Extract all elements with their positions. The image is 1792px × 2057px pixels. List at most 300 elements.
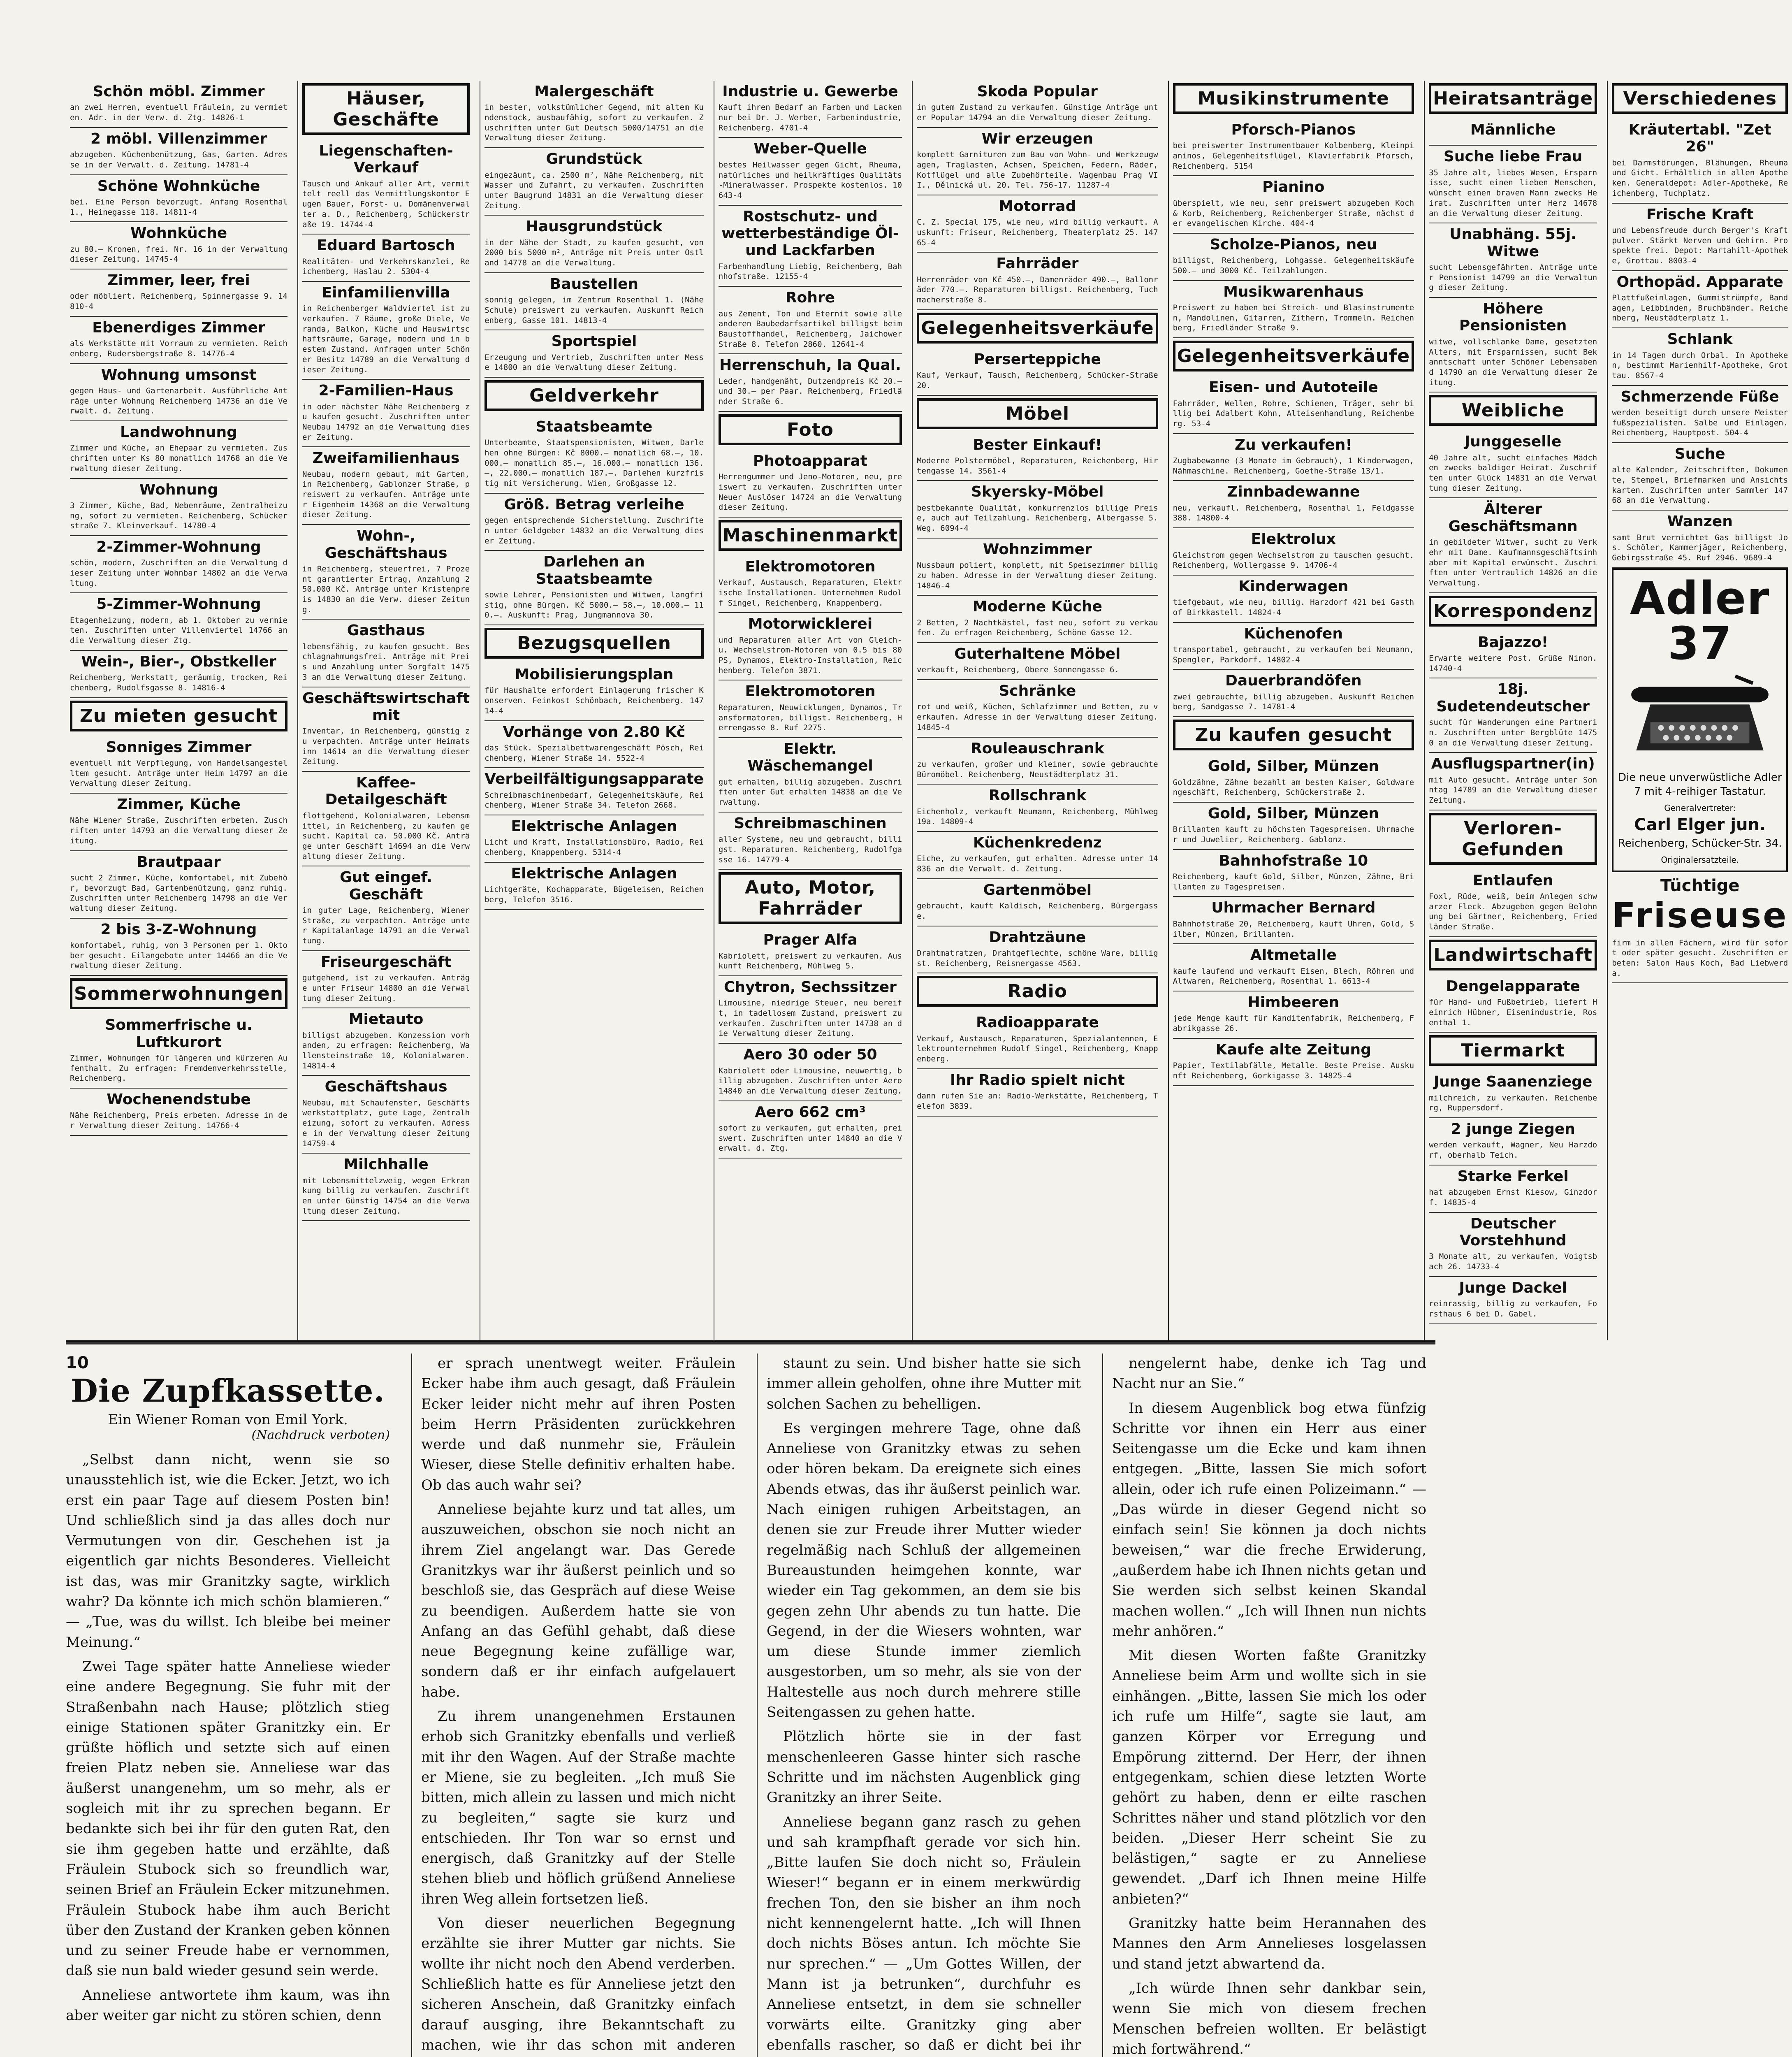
ad-text: Reparaturen, Neuwicklungen, Dynamos, Transformatoren, billigst. Reichenberg, Herrengasse 8. Ruf 2275. bbox=[718, 703, 902, 733]
classified-ad bbox=[302, 380, 470, 447]
classified-ad bbox=[1429, 1071, 1597, 1118]
ad-title: Zweifamilienhaus bbox=[312, 450, 460, 467]
classified-ad bbox=[1429, 1118, 1597, 1165]
classified-ad bbox=[1429, 431, 1597, 498]
section-heading: Sommerwohnungen bbox=[70, 978, 287, 1009]
ad-text: mit Lebensmittelzweig, wegen Erkrankung billig zu verkaufen. Zuschriften unter Günstig 14754 an die Verwaltung dieser Zeitung. bbox=[302, 1176, 470, 1216]
classified-ad bbox=[70, 593, 287, 650]
classified-ad bbox=[1173, 119, 1414, 176]
ad-text: 35 Jahre alt, liebes Wesen, Ersparnisse, sucht einen lieben Menschen, wünscht einen braven Mann zwecks Heirat. Zuschriften unter Herz 14678 an die Verwaltung dieser Zeitung. bbox=[1429, 168, 1597, 218]
ad-title: Sportspiel bbox=[551, 333, 637, 350]
ad-column bbox=[297, 81, 474, 1340]
ad-column bbox=[1424, 81, 1601, 1340]
classified-ad bbox=[1173, 234, 1414, 281]
ad-title: Größ. Betrag verleihe bbox=[504, 496, 684, 513]
ad-text: schön, modern, Zuschriften an die Verwaltung dieser Zeitung unter Wohnbar 14802 an die Verwaltung. bbox=[70, 558, 287, 588]
classified-ad bbox=[302, 1008, 470, 1076]
classified-ad bbox=[719, 206, 902, 287]
classified-ad bbox=[1429, 870, 1597, 937]
ad-text: und Lebensfreude durch Berger's Kraftpulver. Stärkt Nerven und Gehirn. Prospekte frei. Depot: Martahill-Apotheke, Grottau. 8003-4 bbox=[1612, 225, 1788, 265]
classified-ad bbox=[1173, 755, 1414, 803]
ad-text: transportabel, gebraucht, zu verkaufen bei Neumann, Spengler, Parkdorf. 14802-4 bbox=[1173, 645, 1414, 664]
section-heading: Landwirtschaft bbox=[1429, 940, 1597, 970]
ad-text: Foxl, Rüde, weiß, beim Anlegen schwarzer Fleck. Abzugeben gegen Belohnung bei Gärtner, Reichenberg, Friedländer Straße. bbox=[1429, 892, 1597, 932]
classified-ad bbox=[485, 721, 704, 768]
classified-ad bbox=[1429, 223, 1597, 298]
ad-text: 3 Zimmer, Küche, Bad, Nebenräume, Zentralheizung, sofort zu vermieten. Reichenberg, Schückerstraße 7. Kleinverkauf. 14780-4 bbox=[70, 501, 287, 531]
ad-text: Inventar, in Reichenberg, günstig zu verpachten. Anträge unter Heimatsinn 14614 an die Verwaltung dieser Zeitung. bbox=[302, 727, 470, 766]
ad-title: Verbeilfältigungsapparate bbox=[485, 771, 704, 788]
classified-ad bbox=[917, 879, 1158, 926]
classified-ad bbox=[1173, 481, 1414, 528]
ad-slogan: Die neue unverwüstliche Adler 7 mit 4-reihiger Tastatur. bbox=[1618, 771, 1782, 798]
classified-ad bbox=[70, 364, 287, 421]
ad-text: Eichenholz, verkauft Neumann, Reichenberg, Mühlweg 19a. 14809-4 bbox=[917, 807, 1158, 827]
ad-title: Geschäftshaus bbox=[325, 1078, 447, 1096]
ad-text: Licht und Kraft, Installationsbüro, Radio, Reichenberg, Knappenberg. 5314-4 bbox=[485, 838, 704, 857]
ad-text: oder möbliert. Reichenberg, Spinnergasse 9. 14810-4 bbox=[70, 292, 287, 311]
classified-ad bbox=[1612, 443, 1788, 511]
section-heading: Musikinstrumente bbox=[1173, 83, 1414, 114]
serial-paragraph: In diesem Augenblick bog etwa fünfzig Schritte vor ihnen ein Herr aus einer Seitengasse um die Ecke und kam ihnen entgegen. „Bitte, lassen Sie mich sofort allein, oder ich rufe einen Polizeimann.“ — „Das würde in dieser Gegend nicht so einfach sein! Sie können ja doch nichts beweisen,“ war die freche Erwiderung, „außerdem habe ich Ihnen nichts getan und Sie werden sich selbst keinen Skandal machen wollen.“ „Ich will Ihnen nun nichts mehr anhören.“ bbox=[1112, 1400, 1426, 1639]
ad-text: Fahrräder, Wellen, Rohre, Schienen, Träger, sehr billig bei Adalbert Kohn, Alteisenhandlung, Reichenberg. 53-4 bbox=[1173, 399, 1414, 428]
ad-text: billigst abzugeben. Konzession vorhanden, zu erfragen: Reichenberg, Wallensteinstraße 10, Kolonialwaren. 14814-4 bbox=[302, 1031, 470, 1070]
ad-title: Orthopäd. Apparate bbox=[1616, 273, 1783, 290]
ad-title: Zimmer, Küche bbox=[117, 796, 241, 813]
serial-paragraph: Zu ihrem unangenehmen Erstaunen erhob sich Granitzky ebenfalls und verließ mit ihr den Wagen. Auf der Straße machte er Miene, sie zu begleiten. „Ich muß Sie bitten, mich allein zu lassen und mich nicht zu begleiten,“ sagte sie kurz und entschieden. Ihr Ton war so ernst und energisch, daß Granitzky auf der Stelle stehen blieb und höflich grüßend Anneliese ihren Weg allein fortsetzen ließ. bbox=[421, 1708, 735, 1907]
serial-paragraph: Granitzky hatte beim Herannahen des Mannes den Arm Annelieses losgelassen und stand jetzt abwartend da. bbox=[1112, 1915, 1426, 1972]
classified-ad bbox=[70, 736, 287, 794]
ad-title: Wohnung umsonst bbox=[101, 366, 257, 383]
ad-title: Uhrmacher Bernard bbox=[1211, 899, 1376, 917]
ad-text: in Reichenberger Waldviertel ist zu verkaufen. 7 Räume, große Diele, Veranda, Balkon, Küche und Hauswirtschaftsräume, Garage, modern und in bestem Zustand. Anfragen unter Schöner Besitz 14789 an die Verwaltung dieser Zeitung. bbox=[302, 304, 470, 374]
ad-text: 2 Betten, 2 Nachtkästel, fast neu, sofort zu verkaufen. Zu erfragen Reichenberg, Schöne Gasse 12. bbox=[917, 618, 1158, 638]
ad-title: Suche bbox=[1674, 446, 1725, 463]
ad-text: in Reichenberg, steuerfrei, 7 Prozent garantierter Ertrag, Anzahlung 250.000 Kč. Anträge unter Kristenpreis 14830 an die Verw. dieser Zeitung. bbox=[302, 564, 470, 614]
classified-ad bbox=[302, 866, 470, 951]
ad-title: Radioapparate bbox=[976, 1014, 1099, 1031]
classified-ad bbox=[1173, 281, 1414, 338]
ad-title: Wohnung bbox=[139, 481, 218, 498]
ad-title: Rollschrank bbox=[988, 787, 1086, 804]
ad-text: Verkauf, Austausch, Reparaturen, Spezialantennen, Elektrounternehmen Rudolf Singel, Reichenberg, Knappenberg. bbox=[917, 1034, 1158, 1064]
ad-text: milchreich, zu verkaufen. Reichenberg, Ruppersdorf. bbox=[1429, 1093, 1597, 1113]
ad-text: Reichenberg, Werkstatt, geräumig, trocken, Reichenberg, Rudolfsgasse 8. 14816-4 bbox=[70, 673, 287, 692]
serial-paragraph: Zwei Tage später hatte Anneliese wieder eine andere Begegnung. Sie fuhr mit der Straßenbahn nach Hause; plötzlich stieg einige Stationen später Granitzky ein. Er grüßte höflich und setzte sich auf einen freien Platz neben sie. Anneliese war das äußerst unangenehm, um so mehr, als er sogleich mit ihr zu sprechen begann. Er bedankte sich bei ihr für den guten Rat, den sie ihm gegeben hatte und erzählte, daß Fräulein Stubock sich so freundlich war, seinen Brief an Fräulein Ecker mitzunehmen. Fräulein Stubock habe ihm auch Bericht über den Zustand der Kranken geben können und zu seiner Freude habe er vernommen, daß sie nun bald wieder gesund sein werde. bbox=[66, 1658, 390, 1979]
ad-text: Nähe Reichenberg, Preis erbeten. Adresse in der Verwaltung dieser Zeitung. 14766-4 bbox=[70, 1111, 287, 1131]
ad-title: Milchhalle bbox=[343, 1156, 429, 1173]
classified-ad bbox=[719, 813, 902, 870]
ad-title: Zinnbadewanne bbox=[1227, 483, 1360, 501]
serial-column bbox=[66, 1354, 399, 2057]
ad-text: Herrenräder von Kč 450.—, Damenräder 490.—, Ballonräder 770.—. Reparaturen billigst. Reichenberg, Tuchmacherstraße 8. bbox=[917, 275, 1158, 305]
ad-title: Geschäftswirtschaft mit bbox=[302, 690, 470, 724]
ad-text: Erzeugung und Vertrieb, Zuschriften unter Messe 14800 an die Verwaltung dieser Zeitung. bbox=[485, 353, 704, 372]
ad-column bbox=[66, 81, 292, 1340]
classified-ad bbox=[1173, 1039, 1414, 1086]
classified-ad bbox=[302, 951, 470, 1008]
ad-text: in oder nächster Nähe Reichenberg zu kaufen gesucht. Zuschriften unter Neubau 14792 an die Verwaltung dieser Zeitung. bbox=[302, 402, 470, 442]
ad-title: Zu verkaufen! bbox=[1234, 436, 1352, 453]
ad-title: Dengelapparate bbox=[1446, 977, 1580, 995]
serial-paragraph: „Ich würde Ihnen sehr dankbar sein, wenn Sie mich von diesem frechen Menschen befreien wollten. Er belästigt mich fortwährend.“ bbox=[1112, 1980, 1426, 2057]
ad-title: Motorrad bbox=[999, 197, 1076, 215]
ad-text: an zwei Herren, eventuell Fräulein, zu vermieten. Adr. in der Verw. d. Ztg. 14826-1 bbox=[70, 103, 287, 123]
classifieds-section bbox=[66, 81, 1788, 1344]
classified-ad bbox=[1429, 1277, 1597, 1324]
ad-text: Neubau, modern gebaut, mit Garten, in Reichenberg, Gablonzer Straße, preiswert zu verkaufen. Anträge unter Eigenheim 14368 an die Verwaltung dieser Zeitung. bbox=[302, 469, 470, 520]
ad-title: Perserteppiche bbox=[974, 351, 1101, 368]
ad-title: 5-Zimmer-Wohnung bbox=[96, 596, 261, 613]
serial-paragraph: staunt zu sein. Und bisher hatte sie sich immer allein geholfen, ohne ihre Mutter mit solchen Sachen zu behelligen. bbox=[767, 1355, 1081, 1412]
ad-title: Friseurgeschäft bbox=[320, 953, 452, 970]
ad-title: Bajazzo! bbox=[1477, 634, 1549, 651]
classified-ad bbox=[719, 929, 902, 976]
ad-title: Junggeselle bbox=[1464, 433, 1562, 450]
ad-text: zu verkaufen, großer und kleiner, sowie gebrauchte Büromöbel. Reichenberg, Neustädterplatz 31. bbox=[917, 759, 1158, 779]
classified-ad bbox=[1429, 1165, 1597, 1213]
ad-text: Lichtgeräte, Kochapparate, Bügeleisen, Reichenberg, Telefon 3516. bbox=[485, 885, 704, 904]
classified-ad bbox=[485, 768, 704, 815]
ad-title: Prager Alfa bbox=[763, 931, 858, 949]
classified-ad bbox=[485, 416, 704, 494]
classified-ad bbox=[485, 273, 704, 330]
ad-title: Junge Dackel bbox=[1459, 1279, 1567, 1296]
serial-paragraph: Anneliese bejahte kurz und tat alles, um auszuweichen, obschon sie noch nicht an ihrem Ziel angelangt war. Das Gerede Granitzkys war ihr äußerst peinlich und so beschloß sie, das Gespräch auf diese Weise zu beendigen. Außerdem hatte sie von Anfang an das Gefühl gehabt, daß diese neue Begegnung keine zufällige war, sondern daß er ihr einfach aufgelauert habe. bbox=[421, 1501, 735, 1700]
ad-title: Staatsbeamte bbox=[536, 418, 653, 435]
ad-title: Elektromotoren bbox=[745, 558, 876, 575]
ad-title: Dauerbrandöfen bbox=[1225, 672, 1362, 690]
ad-text: Bahnhofstraße 20, Reichenberg, kauft Uhren, Gold, Silber, Münzen, Brillanten. bbox=[1173, 919, 1414, 939]
ad-title: Herrenschuh, la Qual. bbox=[719, 357, 901, 374]
ad-text: Brillanten kauft zu höchsten Tagespreisen. Uhrmacher und Juwelier, Reichenberg. Gablonz. bbox=[1173, 825, 1414, 845]
ad-text: bestes Heilwasser gegen Gicht, Rheuma, natürliches und heilkräftiges Qualitäts-Mineralwasser. Prospekte kostenlos. 10643-4 bbox=[718, 160, 902, 200]
classified-ad bbox=[1173, 176, 1414, 233]
serial-paragraph: Anneliese antwortete ihm kaum, was ihn aber weiter gar nicht zu stören schien, denn bbox=[66, 1987, 390, 2024]
classified-ad bbox=[917, 785, 1158, 832]
ad-text: sucht Lebensgefährten. Anträge unter Pensionist 14799 an die Verwaltung dieser Zeitung. bbox=[1429, 263, 1597, 293]
reprint-note: (Nachdruck verboten) bbox=[251, 1428, 390, 1442]
ad-title: Ihr Radio spielt nicht bbox=[950, 1071, 1125, 1089]
classified-ad bbox=[485, 216, 704, 273]
serial-paragraph: Mit diesen Worten faßte Granitzky Anneliese beim Arm und wollte sich in sie einhängen. „Bitte, lassen Sie mich los oder ich rufe um Hilfe“, sagte sie laut, am ganzen Körper vor Erregung und Empörung zitternd. Der Herr, der ihnen entgegenkam, schien diese letzten Worte gehört zu haben, denn er eilte raschen Schrittes näher und stand plötzlich vor den beiden. „Dieser Herr scheint Sie zu belästigen,“ sagte er zu Anneliese gewendet. „Darf ich Ihnen meine Hilfe anbieten?“ bbox=[1112, 1647, 1426, 1907]
ad-title: Photoapparat bbox=[753, 452, 867, 469]
ad-text: Tausch und Ankauf aller Art, vermittelt reell das Vermittlungskontor Eugen Bauer, Forst- u. Domänenverwalter a. D., Reichenberg, Schückerstraße 19. 14744-4 bbox=[302, 179, 470, 229]
section-heading: Geldverkehr bbox=[485, 380, 704, 411]
classified-ad bbox=[917, 596, 1158, 643]
classified-ad bbox=[1429, 631, 1597, 679]
ad-text: 3 Monate alt, zu verkaufen, Voigtsbach 26. 14733-4 bbox=[1429, 1252, 1597, 1272]
classified-ad bbox=[302, 447, 470, 525]
ad-text: hat abzugeben Ernst Kiesow, Ginzdorf. 14835-4 bbox=[1429, 1188, 1597, 1207]
ad-text: firm in allen Fächern, wird für sofort oder später gesucht. Zuschriften erbeten: Salon Haus Koch, Bad Liebwerda. bbox=[1612, 938, 1788, 978]
section-heading: Tiermarkt bbox=[1429, 1035, 1597, 1066]
classified-ad bbox=[70, 317, 287, 364]
serial-paragraph: Von dieser neuerlichen Begegnung erzählte sie ihrer Mutter gar nichts. Sie wollte ihr nicht noch den Abend verderben. Schließlich hatte es für Anneliese jetzt den sicheren Anschein, daß Granitzky einfach darauf ausging, ihre Bekanntschaft zu machen, wie ihr das schon mit anderen bbox=[421, 1915, 735, 2053]
classified-ad bbox=[302, 687, 470, 772]
ad-text: samt Brut vernichtet Gas billigst Jos. Schöler, Kammerjäger, Reichenberg, Gebirgsstraße 45. Ruf 2946. 9689-4 bbox=[1612, 533, 1788, 562]
ad-text: Drahtmatratzen, Drahtgeflechte, schöne Ware, billigst. Reichenberg, Reisnergasse 4563. bbox=[917, 949, 1158, 968]
classified-ad bbox=[1429, 975, 1597, 1033]
section-heading: Radio bbox=[917, 976, 1158, 1007]
section-heading: Bezugsquellen bbox=[485, 628, 704, 659]
ad-text: gegen Haus- und Gartenarbeit. Ausführliche Anträge unter Wohnung Reichenberg 14736 an die Verwalt. d. Zeitung. bbox=[70, 386, 287, 416]
ad-title: Elektr. Wäschemangel bbox=[747, 740, 873, 775]
ad-text: das Stück. Spezialbettwarengeschäft Pösch, Reichenberg, Wiener Straße 14. 5522-4 bbox=[485, 743, 704, 763]
ad-title: 2 möbl. Villenzimmer bbox=[90, 130, 267, 147]
classified-ad bbox=[70, 1089, 287, 1136]
classified-ad bbox=[70, 128, 287, 175]
classified-ad bbox=[917, 539, 1158, 596]
classified-ad bbox=[917, 434, 1158, 481]
ad-text: alte Kalender, Zeitschriften, Dokumente, Stempel, Briefmarken und Ansichtskarten. Zuschriften unter Sammler 14768 an die Verwaltung. bbox=[1612, 465, 1788, 505]
ad-title: 2-Zimmer-Wohnung bbox=[96, 538, 261, 555]
classified-ad bbox=[719, 354, 902, 411]
classified-ad bbox=[485, 81, 704, 148]
ad-title: Scholze-Pianos, neu bbox=[1210, 236, 1377, 253]
ad-title: Rouleauschrank bbox=[970, 740, 1104, 757]
ad-title: Suche liebe Frau bbox=[1444, 148, 1583, 165]
ad-text: in guter Lage, Reichenberg, Wiener Straße, zu verpachten. Anträge unter Kapitalanlage 14791 an die Verwaltung. bbox=[302, 906, 470, 946]
ad-text: Realitäten- und Verkehrskanzlei, Reichenberg, Haslau 2. 5304-4 bbox=[302, 257, 470, 276]
ad-text: sucht 2 Zimmer, Küche, komfortabel, mit Zubehör, bevorzugt Bad, Gartenbenützung, ganz ruhig. Zuschriften unter Reichenberg 14798 an die Verwaltung dieser Zeitung. bbox=[70, 873, 287, 913]
ad-text: neu, verkaufl. Reichenberg, Rosenthal 1, Feldgasse 388. 14800-4 bbox=[1173, 503, 1414, 523]
ad-text: Schreibmaschinenbedarf, Gelegenheitskäufe, Reichenberg, Wiener Straße 34. Telefon 2668. bbox=[485, 790, 704, 810]
classified-ad bbox=[917, 926, 1158, 974]
ad-title: Fahrräder bbox=[996, 255, 1079, 272]
ad-title: Frische Kraft bbox=[1646, 206, 1754, 223]
classified-ad bbox=[1429, 498, 1597, 593]
ad-text: kaufe laufend und verkauft Eisen, Blech, Röhren und Altwaren, Reichenberg, Rosenthal 1. 6613-4 bbox=[1173, 966, 1414, 986]
classified-ad bbox=[70, 175, 287, 223]
ad-title: Schmerzende Füße bbox=[1620, 388, 1779, 405]
ad-title: Wanzen bbox=[1667, 513, 1733, 530]
classified-ad bbox=[917, 348, 1158, 396]
classified-ad bbox=[917, 128, 1158, 195]
classified-ad bbox=[917, 832, 1158, 879]
ad-title: Bester Einkauf! bbox=[973, 436, 1102, 453]
typewriter-icon bbox=[1629, 673, 1771, 765]
ad-text: Leder, handgenäht, Dutzendpreis Kč 20.— und 30.— per Paar. Reichenberg, Friedländer Straße 6. bbox=[718, 376, 902, 406]
ad-text: für Haushalte erfordert Einlagerung frischer Konserven. Feinkost Schönbach, Reichenberg. 14714-4 bbox=[485, 686, 704, 715]
ad-text: C. Z. Special 175, wie neu, wird billig verkauft. Auskunft: Friseur, Reichenberg, Theaterplatz 25. 14765-4 bbox=[917, 218, 1158, 247]
classified-ad bbox=[302, 525, 470, 620]
classified-ad bbox=[302, 620, 470, 687]
classified-ad bbox=[1429, 753, 1597, 810]
ad-title: Schlank bbox=[1667, 331, 1733, 348]
ad-title: Küchenofen bbox=[1244, 625, 1343, 642]
classified-ad bbox=[485, 330, 704, 378]
ad-title: Gartenmöbel bbox=[983, 881, 1092, 898]
ad-text: und Reparaturen aller Art von Gleich- u. Wechselstrom-Motoren von 0.5 bis 80 PS, Dynamos, Elektro-Installation, Reichenberg. Telefon 3871. bbox=[718, 635, 902, 675]
section-heading: Zu mieten gesucht bbox=[70, 701, 287, 731]
classified-ad bbox=[1612, 511, 1788, 568]
ad-text: Papier, Textilabfälle, Metalle. Beste Preise. Auskunft Reichenberg, Gorkigasse 3. 14825-4 bbox=[1173, 1061, 1414, 1080]
classified-ad bbox=[1612, 119, 1788, 204]
ad-title: Altmetalle bbox=[1250, 947, 1337, 964]
classified-ad bbox=[485, 863, 704, 910]
ad-text: in gebildeter Witwer, sucht zu Verkehr mit Dame. Kaufmannsgeschäftsinhaber mit Kapital erwünscht. Zuschriften unter Vertraulich 14826 an die Verwaltung. bbox=[1429, 538, 1597, 587]
serial-paragraph: er sprach unentwegt weiter. Fräulein Ecker habe ihm auch gesagt, daß Fräulein Ecker leider nicht mehr auf ihren Posten beim Herrn Präsidenten zurückkehren werde und daß nunmehr sie, Fräulein Wieser, diese Stelle definitiv erhalten habe. Ob das auch wahr sei? bbox=[421, 1355, 735, 1493]
classified-ad bbox=[719, 1101, 902, 1159]
ad-text: gut erhalten, billig abzugeben. Zuschriften unter Gut erhalten 14838 an die Verwaltung. bbox=[718, 777, 902, 807]
ad-title: 2 junge Ziegen bbox=[1451, 1121, 1575, 1138]
ad-text: aller Systeme, neu und gebraucht, billigst. Reparaturen. Reichenberg, Rudolfgasse 16. 14779-4 bbox=[718, 835, 902, 864]
ad-title: Männliche bbox=[1470, 121, 1556, 138]
classified-ad bbox=[917, 253, 1158, 310]
ad-text: komplett Garnituren zum Bau von Wohn- und Werkzeugwagen, Traglasten, Achsen, Speichen, Federn, Räder, Kotflügel und alle Zubehörteile. Wagenbau Prag VII., Dělnická ul. 20. Tel. 756-17. 11287-4 bbox=[917, 150, 1158, 190]
ad-text: Zimmer und Küche, an Ehepaar zu vermieten. Zuschriften unter Ks 80 monatlich 14768 an die Verwaltung dieser Zeitung. bbox=[70, 443, 287, 473]
serial-column bbox=[411, 1354, 744, 2057]
ad-title: Rostschutz- und wetterbeständige Öl- und Lackfarben bbox=[721, 208, 899, 259]
ad-title: Starke Ferkel bbox=[1457, 1168, 1569, 1185]
classified-ad bbox=[1612, 386, 1788, 443]
ad-title: Ebenerdiges Zimmer bbox=[92, 319, 265, 336]
ad-text: verkauft, Reichenberg, Obere Sonnengasse 6. bbox=[917, 665, 1119, 675]
ad-column bbox=[912, 81, 1162, 1340]
page-number: 10 bbox=[66, 1354, 89, 1372]
section-heading: Möbel bbox=[917, 398, 1158, 429]
classified-ad bbox=[302, 234, 470, 282]
classified-ad bbox=[719, 450, 902, 518]
serial-novel-section bbox=[66, 1354, 1435, 2057]
classified-ad bbox=[917, 1012, 1158, 1069]
ad-text: Kabriolett, preiswert zu verkaufen. Auskunft Reichenberg, Mühlweg 5. bbox=[718, 951, 902, 971]
ad-title: Deutscher Vorstehhund bbox=[1459, 1215, 1567, 1249]
classified-ad bbox=[302, 140, 470, 234]
classified-ad bbox=[1173, 434, 1414, 481]
ad-title: Ausflugspartner(in) bbox=[1431, 755, 1595, 773]
ad-title: Gold, Silber, Münzen bbox=[1208, 758, 1379, 775]
section-heading: Foto bbox=[719, 414, 902, 445]
ad-title: Kaufe alte Zeitung bbox=[1215, 1041, 1371, 1058]
ad-text: werden beseitigt durch unsere Meisterfußspezialisten. Salbe und Einlagen. Reichenberg, Hauptpost. 504-4 bbox=[1612, 408, 1788, 438]
ad-title: Wir erzeugen bbox=[981, 130, 1093, 147]
ad-title: Unabhäng. 55j. Witwe bbox=[1449, 226, 1576, 260]
ad-text: in der Nähe der Stadt, zu kaufen gesucht, von 2000 bis 5000 m², Anträge mit Preis unter Ostland 14778 an die Verwaltung. bbox=[485, 238, 704, 268]
classified-ad bbox=[1173, 850, 1414, 897]
classified-ad bbox=[485, 551, 704, 625]
classified-ad bbox=[917, 1069, 1158, 1117]
section-heading: Maschinenmarkt bbox=[719, 520, 902, 551]
classified-ad bbox=[719, 976, 902, 1044]
ad-title: Skyersky-Möbel bbox=[971, 483, 1104, 501]
classified-ad bbox=[1173, 576, 1414, 623]
classified-ad bbox=[1612, 204, 1788, 271]
ad-title: Wohnzimmer bbox=[983, 541, 1092, 558]
ad-note: Originalersatzteile. bbox=[1661, 854, 1739, 865]
classified-ad bbox=[1173, 670, 1414, 717]
ad-title: Entlaufen bbox=[1472, 872, 1553, 889]
ad-title: Elektrische Anlagen bbox=[511, 865, 677, 882]
ad-text: sofort zu verkaufen, gut erhalten, preiswert. Zuschriften unter 14840 an die Verwalt. d. Ztg. bbox=[718, 1123, 902, 1153]
ad-text: flottgehend, Kolonialwaren, Lebensmittel, in Reichenberg, zu kaufen gesucht. Kapital ca. 50.000 Kč. Anträge unter Geschäft 14694 an die Verwaltung dieser Zeitung. bbox=[302, 811, 470, 861]
ad-text: Verkauf, Austausch, Reparaturen, Elektrische Installationen. Unternehmen Rudolf Singel, Reichenberg, Knappenberg. bbox=[718, 578, 902, 608]
section-heading: Häuser, Geschäfte bbox=[302, 83, 470, 135]
ad-title: Moderne Küche bbox=[972, 598, 1102, 615]
ad-text: zwei gebrauchte, billig abzugeben. Auskunft Reichenberg, Sandgasse 7. 14781-4 bbox=[1173, 692, 1414, 712]
serial-paragraph: Es vergingen mehrere Tage, ohne daß Anneliese von Granitzky etwas zu sehen oder hören bekam. Da ereignete sich eines Abends etwas, das ihr äußerst peinlich war. Nach einigen ruhigen Arbeitstagen, an denen sie zur Freude ihrer Mutter wieder regelmäßig nach Schluß der allgemeinen Bureaustunden heimgehen konnte, war wieder ein Tag gekommen, an dem sie bis gegen zehn Uhr abends zu tun hatte. Die Gegend, in der die Wiesers wohnten, war um diese Stunde immer ziemlich ausgestorben, um so mehr, als sie von der Haltestelle aus noch durch mehrere stille Seitengassen zu gehen hatte. bbox=[767, 1420, 1081, 1721]
classified-ad bbox=[719, 287, 902, 354]
ad-text: Zugbabewanne (3 Monate im Gebrauch), 1 Kinderwagen, Nähmaschine. Reichenberg, Goethe-Straße 13/1. bbox=[1173, 456, 1414, 476]
section-heading: Weibliche bbox=[1429, 395, 1597, 426]
section-heading: Korrespondenz bbox=[1429, 596, 1597, 627]
ad-text: Farbenhandlung Liebig, Reichenberg, Bahnhofstraße. 12155-4 bbox=[718, 262, 902, 281]
ad-text: Erwarte weitere Post. Grüße Ninon. 14740-4 bbox=[1429, 654, 1597, 673]
ad-text: überspielt, wie neu, sehr preiswert abzugeben Koch & Korb, Reichenberg, Reichenberger Straße, nächst der evangelischen Kirche. 404-4 bbox=[1173, 198, 1414, 228]
friseuse-ad bbox=[1612, 872, 1788, 988]
ad-text: bei. Eine Person bevorzugt. Anfang Rosenthal 1., Heinegasse 118. 14811-4 bbox=[70, 197, 287, 217]
ad-text: bei preiswerter Instrumentbauer Kolbenberg, Kleinpianinos, Gelegenheitsflügel, Klavierfabrik Pforsch, Reichenberg. 5154 bbox=[1173, 141, 1414, 171]
ad-text: Goldzähne, Zähne bezahlt am besten Kaiser, Goldwarengeschäft, Reichenberg, Schückerstraße 2. bbox=[1173, 778, 1414, 797]
ad-text: sucht für Wanderungen eine Partnerin. Zuschriften unter Bergblüte 14750 an die Verwaltung dieser Zeitung. bbox=[1429, 718, 1597, 748]
classified-ad bbox=[485, 148, 704, 216]
ad-title: Friseuse bbox=[1612, 895, 1788, 936]
ad-title: Baustellen bbox=[549, 275, 639, 293]
ad-title: Mobilisierungsplan bbox=[515, 666, 674, 683]
classified-ad bbox=[1612, 328, 1788, 385]
classified-ad bbox=[70, 222, 287, 269]
classified-ad bbox=[1429, 1213, 1597, 1277]
classified-ad bbox=[719, 680, 902, 738]
classified-ad bbox=[70, 81, 287, 128]
classified-ad bbox=[70, 1014, 287, 1089]
classified-ad bbox=[917, 738, 1158, 785]
section-divider bbox=[66, 1342, 1435, 1344]
ad-text: gebraucht, kauft Kaldisch, Reichenberg, Bürgergasse. bbox=[917, 901, 1158, 921]
ad-title: Wein-, Bier-, Obstkeller bbox=[81, 653, 276, 670]
ad-text: in 14 Tagen durch Orbal. In Apotheken, bestimmt Marienhilf-Apotheke, Grottau. 8567-4 bbox=[1612, 351, 1788, 380]
ad-text: Eiche, zu verkaufen, gut erhalten. Adresse unter 14836 an die Verwalt. d. Zeitung. bbox=[917, 854, 1158, 874]
ad-brand: Adler 37 bbox=[1630, 571, 1770, 670]
classified-ad bbox=[70, 851, 287, 919]
ad-title: Wohnküche bbox=[130, 225, 227, 242]
ad-text: gutgehend, ist zu verkaufen. Anträge unter Friseur 14800 an die Verwaltung dieser Zeitung. bbox=[302, 973, 470, 1003]
ad-title: Wochenendstube bbox=[107, 1091, 251, 1108]
ad-title: Mietauto bbox=[348, 1011, 424, 1028]
ad-text: Etagenheizung, modern, ab 1. Oktober zu vermieten. Zuschriften unter Villenviertel 14766 an die Verwaltung dieser Ztg. bbox=[70, 615, 287, 645]
section-heading: Gelegenheitsverkäufe bbox=[917, 313, 1158, 344]
ad-title: Gut eingef. Geschäft bbox=[340, 869, 432, 903]
ad-text: Unterbeamte, Staatspensionisten, Witwen, Darlehen ohne Bürgen: Kč 8000.— monatlich 68.—, 10.000.— monatlich 85.—, 16.000.— monatlich 136.—, 22.000.— monatlich 187.—. Darlehen kurzfristig mit Versicherung. Wien, Großgasse 12. bbox=[485, 438, 704, 488]
serial-paragraph: „Selbst dann nicht, wenn sie so unausstehlich ist, wie die Ecker. Jetzt, wo ich erst ein paar Tage auf diesem Posten bin! Und schließlich sind ja das alles doch nur Vermutungen von dir. Geschehen ist ja eigentlich gar nichts Besonderes. Vielleicht ist das, was mir Granitzky sagte, wirklich wahr? Da könnte ich mich schön blamieren.“ — „Tue, was du willst. Ich bleibe bei meiner Meinung.“ bbox=[66, 1451, 390, 1651]
ad-title: Landwohnung bbox=[120, 424, 237, 441]
classified-ad bbox=[1429, 146, 1597, 223]
ad-title: Grundstück bbox=[546, 151, 642, 168]
classified-ad bbox=[302, 1076, 470, 1154]
ad-title: Kräutertabl. "Zet 26" bbox=[1628, 121, 1771, 156]
ad-text: eventuell mit Verpflegung, von Handelsangestelltem gesucht. Anträge unter Heim 14797 an die Verwaltung dieser Zeitung. bbox=[70, 759, 287, 788]
ad-title: Darlehen an Staatsbeamte bbox=[536, 553, 653, 587]
ad-title: Industrie u. Gewerbe bbox=[722, 83, 898, 100]
ad-text: bestbekannte Qualität, konkurrenzlos billige Preise, auch auf Teilzahlung. Reichenberg, Albergasse 5. Weg. 6094-4 bbox=[917, 503, 1158, 533]
ad-title: 2 bis 3-Z-Wohnung bbox=[100, 921, 257, 938]
ad-address: Reichenberg, Schücker-Str. 34. bbox=[1618, 837, 1782, 850]
ad-firm: Carl Elger jun. bbox=[1634, 815, 1766, 834]
section-heading: Heiratsanträge bbox=[1429, 83, 1597, 114]
classified-ad bbox=[1429, 298, 1597, 392]
ad-title: Chytron, Sechssitzer bbox=[724, 978, 897, 996]
ad-text: Kauft ihren Bedarf an Farben und Lacken nur bei Dr. J. Werber, Farbenindustrie, Reichenberg. 4701-4 bbox=[718, 103, 902, 132]
ad-text: werden verkauft, Wagner, Neu Harzdorf, oberhalb Teich. bbox=[1429, 1140, 1597, 1160]
ad-text: Preiswert zu haben bei Streich- und Blasinstrumenten, Mandolinen, Gitarren, Zithern, Trommeln. Reichenberg, Friedländer Straße 9. bbox=[1173, 303, 1414, 333]
ad-text: als Werkstätte mit Vorraum zu vermieten. Reichenberg, Rudersbergstraße 8. 14776-4 bbox=[70, 339, 287, 358]
serial-column-body bbox=[767, 1354, 1081, 2057]
ad-text: tiefgebaut, wie neu, billig. Harzdorf 421 bei Gasthof Birkkastell. 14824-4 bbox=[1173, 598, 1414, 617]
serial-column-body bbox=[421, 1354, 735, 2057]
classified-ad bbox=[719, 138, 902, 205]
classified-ad bbox=[1173, 944, 1414, 991]
